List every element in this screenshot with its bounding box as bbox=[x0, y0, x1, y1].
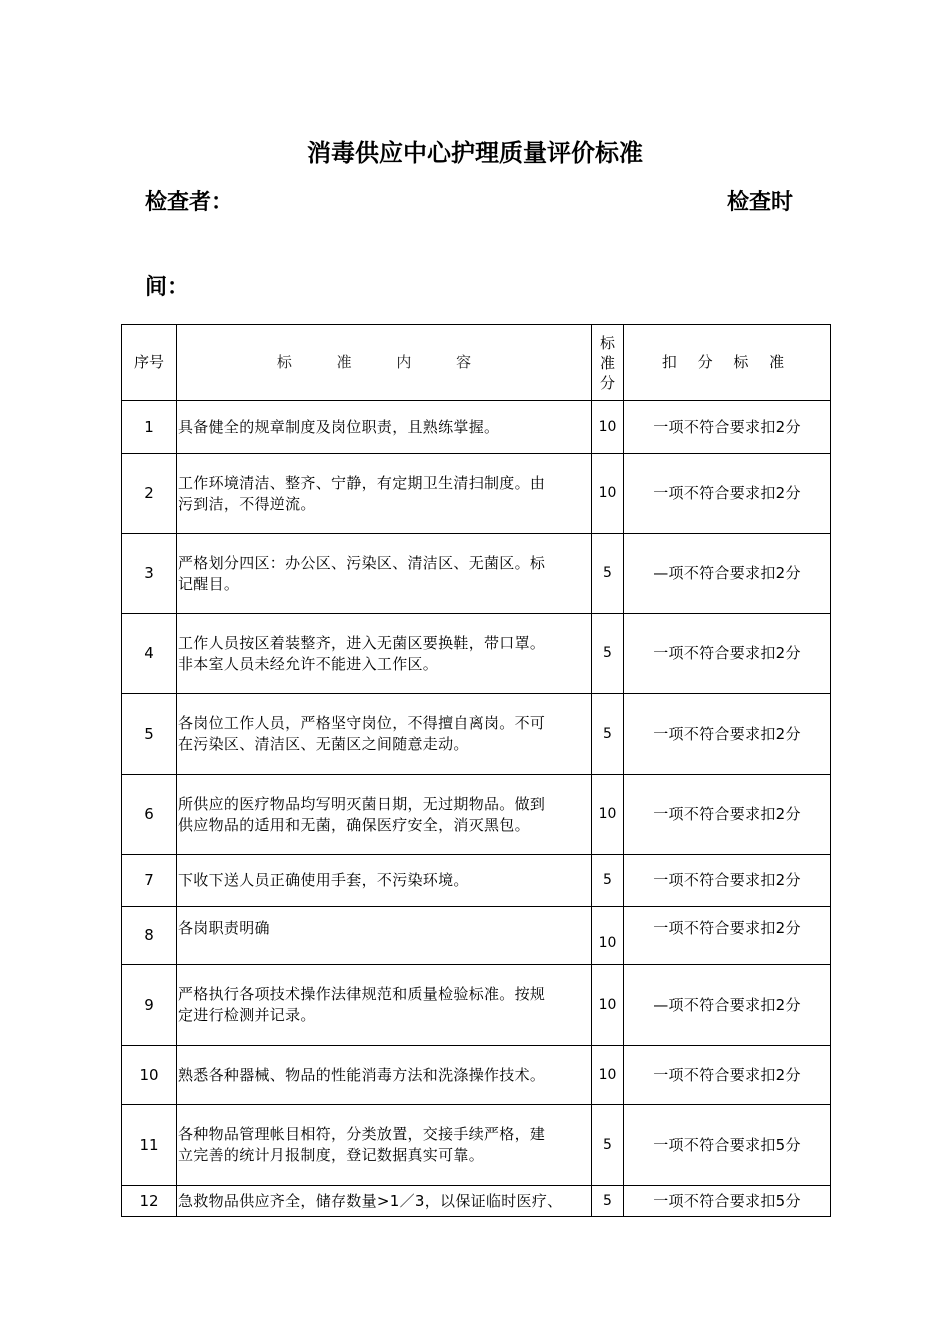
row-content-line: 定进行检测并记录。 bbox=[178, 1006, 316, 1024]
row-serial-number: 12 bbox=[122, 1186, 177, 1217]
row-deduction-rule: 一项不符合要求扣2分 bbox=[624, 614, 831, 694]
row-content-line: 工作环境清洁、整齐、宁静，有定期卫生清扫制度。由 bbox=[178, 473, 546, 492]
row-content-line: 供应物品的适用和无菌，确保医疗安全，消灭黑包。 bbox=[178, 815, 530, 834]
row-content-line: 污到洁，不得逆流。 bbox=[178, 494, 316, 513]
row-content bbox=[177, 614, 592, 694]
row-content-line: 下收下送人员正确使用手套，不污染环境。 bbox=[178, 871, 469, 889]
row-deduction-rule: 一项不符合要求扣2分 bbox=[624, 855, 831, 907]
header-score-line: 标 bbox=[599, 333, 615, 352]
row-score: 10 bbox=[592, 965, 624, 1046]
table-row bbox=[122, 1046, 831, 1105]
row-score: 5 bbox=[592, 855, 624, 907]
row-serial-number: 11 bbox=[122, 1105, 177, 1186]
document-title: 消毒供应中心护理质量评价标准 bbox=[307, 139, 643, 167]
row-score: 10 bbox=[592, 907, 624, 965]
row-serial-number: 6 bbox=[122, 775, 177, 855]
row-content-line: 非本室人员未经允许不能进入工作区。 bbox=[178, 654, 439, 673]
row-content-line: 严格划分四区：办公区、污染区、清洁区、无菌区。标 bbox=[178, 553, 546, 572]
header-score-line: 准 bbox=[599, 353, 615, 372]
row-deduction-rule: 一项不符合要求扣2分 bbox=[624, 907, 831, 965]
table-row bbox=[122, 907, 831, 965]
header-standard-score bbox=[592, 325, 624, 401]
row-content-line: 具备健全的规章制度及岗位职责，且熟练掌握。 bbox=[178, 417, 500, 436]
row-score: 10 bbox=[592, 454, 624, 534]
table-row bbox=[122, 614, 831, 694]
row-deduction-rule: 一项不符合要求扣2分 bbox=[624, 694, 831, 775]
header-serial-number: 序号 bbox=[122, 325, 177, 401]
row-content-line: 急救物品供应齐全，储存数量>1／3，以保证临时医疗、 bbox=[178, 1191, 563, 1210]
inspector-label: 检查者： bbox=[145, 190, 234, 215]
table-header-row bbox=[122, 325, 831, 401]
row-score: 5 bbox=[592, 694, 624, 775]
row-content-line: 熟悉各种器械、物品的性能消毒方法和洗涤操作技术。 bbox=[178, 1065, 546, 1084]
row-deduction-rule: —项不符合要求扣2分 bbox=[624, 534, 831, 614]
header-score-line: 分 bbox=[599, 373, 615, 392]
row-deduction-rule: 一项不符合要求扣2分 bbox=[624, 775, 831, 855]
row-content bbox=[177, 454, 592, 534]
row-content-line: 工作人员按区着装整齐，进入无菌区要换鞋，带口罩。 bbox=[178, 633, 546, 652]
row-score: 5 bbox=[592, 534, 624, 614]
row-content-line: 各岗职责明确 bbox=[178, 919, 270, 937]
row-score: 5 bbox=[592, 614, 624, 694]
row-content bbox=[177, 1105, 592, 1186]
row-serial-number: 2 bbox=[122, 454, 177, 534]
row-content bbox=[177, 534, 592, 614]
row-content bbox=[177, 1046, 592, 1105]
row-deduction-rule: —项不符合要求扣2分 bbox=[624, 965, 831, 1046]
header-standard-content: 标 准 内 容 bbox=[177, 325, 592, 401]
row-content bbox=[177, 1186, 592, 1217]
table-row bbox=[122, 855, 831, 907]
row-content-line: 各岗位工作人员，严格坚守岗位，不得擅自离岗。不可 bbox=[178, 714, 546, 732]
table-row bbox=[122, 1186, 831, 1217]
row-deduction-rule: 一项不符合要求扣2分 bbox=[624, 454, 831, 534]
row-score: 10 bbox=[592, 775, 624, 855]
inspection-time-label-part1: 检查时 bbox=[727, 190, 794, 215]
table-row bbox=[122, 965, 831, 1046]
row-serial-number: 7 bbox=[122, 855, 177, 907]
row-serial-number: 1 bbox=[122, 401, 177, 454]
row-deduction-rule: 一项不符合要求扣2分 bbox=[624, 1046, 831, 1105]
row-deduction-rule: 一项不符合要求扣5分 bbox=[624, 1186, 831, 1217]
row-score: 5 bbox=[592, 1105, 624, 1186]
row-content bbox=[177, 775, 592, 855]
row-content bbox=[177, 855, 592, 907]
table-row bbox=[122, 1105, 831, 1186]
row-content bbox=[177, 401, 592, 454]
table-row bbox=[122, 694, 831, 775]
row-content-line: 在污染区、清洁区、无菌区之间随意走动。 bbox=[178, 735, 469, 753]
row-deduction-rule: 一项不符合要求扣5分 bbox=[624, 1105, 831, 1186]
row-serial-number: 9 bbox=[122, 965, 177, 1046]
table-row bbox=[122, 401, 831, 454]
row-content-line: 记醒目。 bbox=[178, 574, 240, 593]
row-serial-number: 4 bbox=[122, 614, 177, 694]
row-content bbox=[177, 694, 592, 775]
row-content-line: 严格执行各项技术操作法律规范和质量检验标准。按规 bbox=[178, 985, 546, 1003]
row-serial-number: 8 bbox=[122, 907, 177, 965]
evaluation-standard-table bbox=[121, 324, 831, 1217]
row-content bbox=[177, 907, 592, 965]
table-row bbox=[122, 454, 831, 534]
row-score: 10 bbox=[592, 401, 624, 454]
header-deduction-rule: 扣 分 标 准 bbox=[624, 325, 831, 401]
table-row bbox=[122, 775, 831, 855]
row-score: 5 bbox=[592, 1186, 624, 1217]
row-deduction-rule: 一项不符合要求扣2分 bbox=[624, 401, 831, 454]
row-content-line: 所供应的医疗物品均写明灭菌日期，无过期物品。做到 bbox=[178, 794, 546, 813]
row-content bbox=[177, 965, 592, 1046]
row-content-line: 立完善的统计月报制度，登记数据真实可靠。 bbox=[178, 1146, 485, 1164]
row-serial-number: 5 bbox=[122, 694, 177, 775]
row-content-line: 各种物品管理帐目相符，分类放置，交接手续严格，建 bbox=[178, 1125, 546, 1143]
inspection-time-label-part2: 间： bbox=[145, 275, 190, 300]
row-score: 10 bbox=[592, 1046, 624, 1105]
row-serial-number: 10 bbox=[122, 1046, 177, 1105]
row-serial-number: 3 bbox=[122, 534, 177, 614]
table-row bbox=[122, 534, 831, 614]
